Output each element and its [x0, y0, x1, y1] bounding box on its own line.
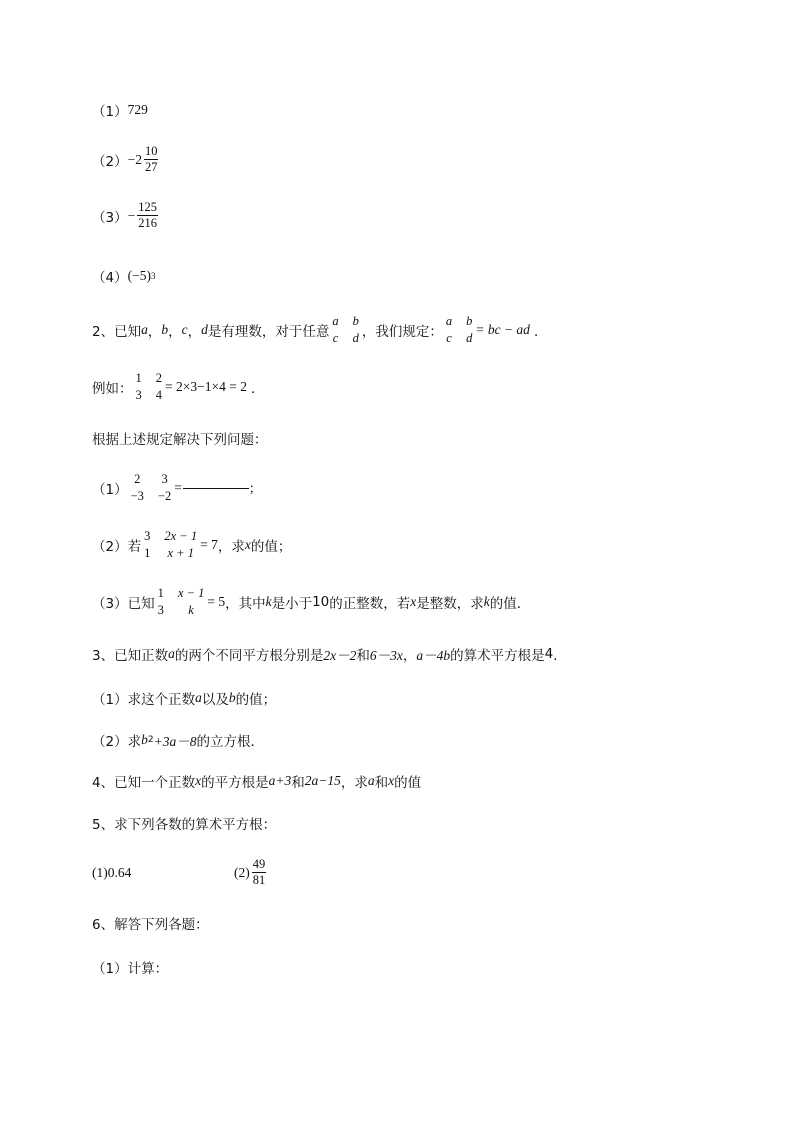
- expr: 6－3x: [369, 648, 403, 663]
- q1-item-1: [92, 100, 148, 120]
- q4-text: 的平方根是: [201, 775, 269, 791]
- exponent: 2: [147, 735, 154, 745]
- sep: ，: [168, 323, 182, 340]
- cell: a: [445, 314, 453, 328]
- q2-part-2: [92, 529, 291, 560]
- determinant: [136, 371, 163, 402]
- q2-text: 的值．: [489, 595, 531, 612]
- number: 4: [544, 646, 554, 662]
- q4-statement: [92, 771, 421, 791]
- item-value: 729: [127, 102, 148, 117]
- example-label: 例如：: [92, 380, 133, 397]
- cell: b: [466, 314, 473, 328]
- expr: 2a−15: [304, 773, 341, 788]
- cell: 1: [144, 546, 151, 560]
- q6-title: [92, 913, 209, 933]
- q6-text: 6、解答下列各题：: [92, 917, 209, 933]
- q5-item-1: (1)0.64: [92, 864, 132, 880]
- part-label: （1）: [92, 481, 128, 498]
- item-label: （3）: [92, 209, 128, 226]
- equals: = 5: [207, 593, 226, 609]
- cell: c: [446, 331, 452, 345]
- q2-statement: [92, 314, 547, 345]
- sep: ，: [187, 323, 202, 340]
- item-label: （1）: [92, 104, 128, 120]
- q2-text: ，我们规定：: [361, 323, 443, 340]
- power-exponent: 3: [150, 271, 156, 281]
- var-x: x: [195, 773, 202, 788]
- q5-items: [92, 857, 268, 888]
- item-sign: −2: [127, 151, 142, 167]
- q5-item-2-label: (2): [234, 864, 250, 880]
- var-a: a: [168, 646, 175, 661]
- q1-item-3: [92, 200, 160, 231]
- power-base: (−5): [127, 268, 151, 283]
- var-b: b: [228, 690, 236, 705]
- q2-example: [92, 371, 264, 402]
- expr: +3a－8: [153, 734, 197, 749]
- q2-text: 的正整数，若: [329, 595, 411, 612]
- q3-text: ．: [553, 648, 567, 664]
- numerator: 125: [138, 200, 157, 214]
- cell: 2x − 1: [164, 529, 198, 543]
- q4-text: 4、已知一个正数: [92, 775, 196, 791]
- sep: ，: [147, 323, 162, 340]
- cell: k: [188, 603, 194, 617]
- equals: =: [174, 479, 182, 495]
- q2-text: 是有理数，对于任意: [207, 323, 330, 340]
- cell: 2: [155, 371, 162, 385]
- q3-statement: [92, 644, 567, 664]
- q5-title: [92, 813, 276, 833]
- semicolon: ;: [249, 479, 254, 495]
- var-k: k: [265, 593, 272, 609]
- q2-part-1: [92, 472, 254, 503]
- var-x: x: [244, 536, 251, 552]
- q2-text: 是整数，求: [416, 595, 484, 612]
- cell: a: [332, 314, 339, 328]
- determinant: [158, 586, 205, 617]
- cell: c: [332, 331, 339, 345]
- fraction: [137, 200, 158, 231]
- example-rhs: = 2×3−1×4 = 2: [165, 378, 247, 394]
- cell: 3: [157, 603, 164, 617]
- number: 10: [312, 593, 330, 610]
- fraction: [252, 857, 267, 888]
- answer-blank: [183, 487, 249, 489]
- q2-text: 是小于: [271, 595, 313, 612]
- part-label: （2）若: [92, 538, 142, 555]
- q1-item-4: [92, 266, 155, 286]
- q3-text: 的两个不同平方根分别是: [174, 648, 324, 664]
- q6-sub-1: [92, 957, 168, 977]
- q2-text: ，求: [217, 538, 245, 555]
- cell: 1: [157, 586, 164, 600]
- period: ．: [533, 323, 548, 340]
- q3-text: （2）求: [92, 734, 142, 750]
- q4-text: 的值: [394, 775, 422, 791]
- part-label: （3）已知: [92, 595, 155, 612]
- denominator: 216: [138, 216, 157, 230]
- expr: 2x－2: [323, 648, 357, 663]
- cell: 3: [135, 388, 142, 402]
- q5-text: 5、求下列各数的算术平方根：: [92, 817, 277, 833]
- q3-text: 的算术平方根是: [450, 648, 545, 664]
- var-x: x: [388, 773, 395, 788]
- q4-text: 和: [291, 775, 305, 791]
- q1-item-2: [92, 144, 160, 175]
- var-b: b: [161, 321, 169, 337]
- q3-text: 和: [356, 648, 370, 664]
- q6-text: （1）计算：: [92, 961, 169, 977]
- q2-part-3: [92, 586, 530, 617]
- instruction-text: 根据上述规定解决下列问题：: [92, 432, 268, 448]
- var-a: a: [367, 773, 375, 788]
- numerator: 10: [144, 144, 158, 158]
- denominator: 27: [144, 160, 158, 174]
- var-c: c: [181, 321, 188, 337]
- cell: x − 1: [177, 586, 205, 600]
- item-label: （2）: [92, 153, 128, 170]
- cell: d: [352, 331, 359, 345]
- cell: −3: [130, 489, 144, 503]
- cell: 2: [134, 472, 141, 486]
- expr: a－4b: [416, 648, 451, 663]
- period: ．: [250, 380, 265, 397]
- var-a: a: [195, 690, 202, 705]
- q3-text: 3、已知正数: [92, 648, 169, 664]
- determinant: [131, 472, 172, 503]
- expr: b: [141, 732, 148, 747]
- expr: a+3: [268, 773, 292, 788]
- var-d: d: [201, 321, 208, 337]
- q3-text: 的值；: [235, 692, 277, 708]
- equals: = 7: [200, 536, 218, 552]
- q3-sub-1: [92, 688, 276, 708]
- item-sign: −: [127, 207, 136, 223]
- q3-sub-2: [92, 730, 264, 750]
- var-x: x: [410, 593, 417, 609]
- determinant: [446, 314, 473, 345]
- cell: d: [466, 331, 473, 345]
- q3-text: 以及: [201, 692, 229, 708]
- var-a: a: [141, 321, 148, 337]
- q2-text: 的值；: [250, 538, 292, 555]
- cell: b: [352, 314, 359, 328]
- rule-rhs: = bc − ad: [475, 321, 530, 337]
- q3-text: （1）求这个正数: [92, 692, 196, 708]
- numerator: 49: [252, 857, 266, 871]
- q3-text: ，: [402, 648, 417, 664]
- cell: x + 1: [167, 546, 194, 560]
- cell: 1: [135, 371, 142, 385]
- cell: 3: [144, 529, 151, 543]
- q2-text: 2、已知: [92, 323, 142, 340]
- q2-instruction: [92, 428, 268, 448]
- determinant: [144, 529, 197, 560]
- denominator: 81: [252, 873, 266, 887]
- item-label: （4）: [92, 270, 128, 286]
- fraction: [144, 144, 159, 175]
- q4-text: ，求: [340, 775, 368, 791]
- cell: 4: [155, 388, 162, 402]
- q4-text: 和: [374, 775, 389, 791]
- determinant: [332, 314, 359, 345]
- q3-text: 的立方根．: [196, 734, 264, 750]
- cell: −2: [157, 489, 172, 503]
- q2-text: ，其中: [225, 595, 266, 612]
- var-k: k: [483, 593, 490, 609]
- cell: 3: [161, 472, 168, 486]
